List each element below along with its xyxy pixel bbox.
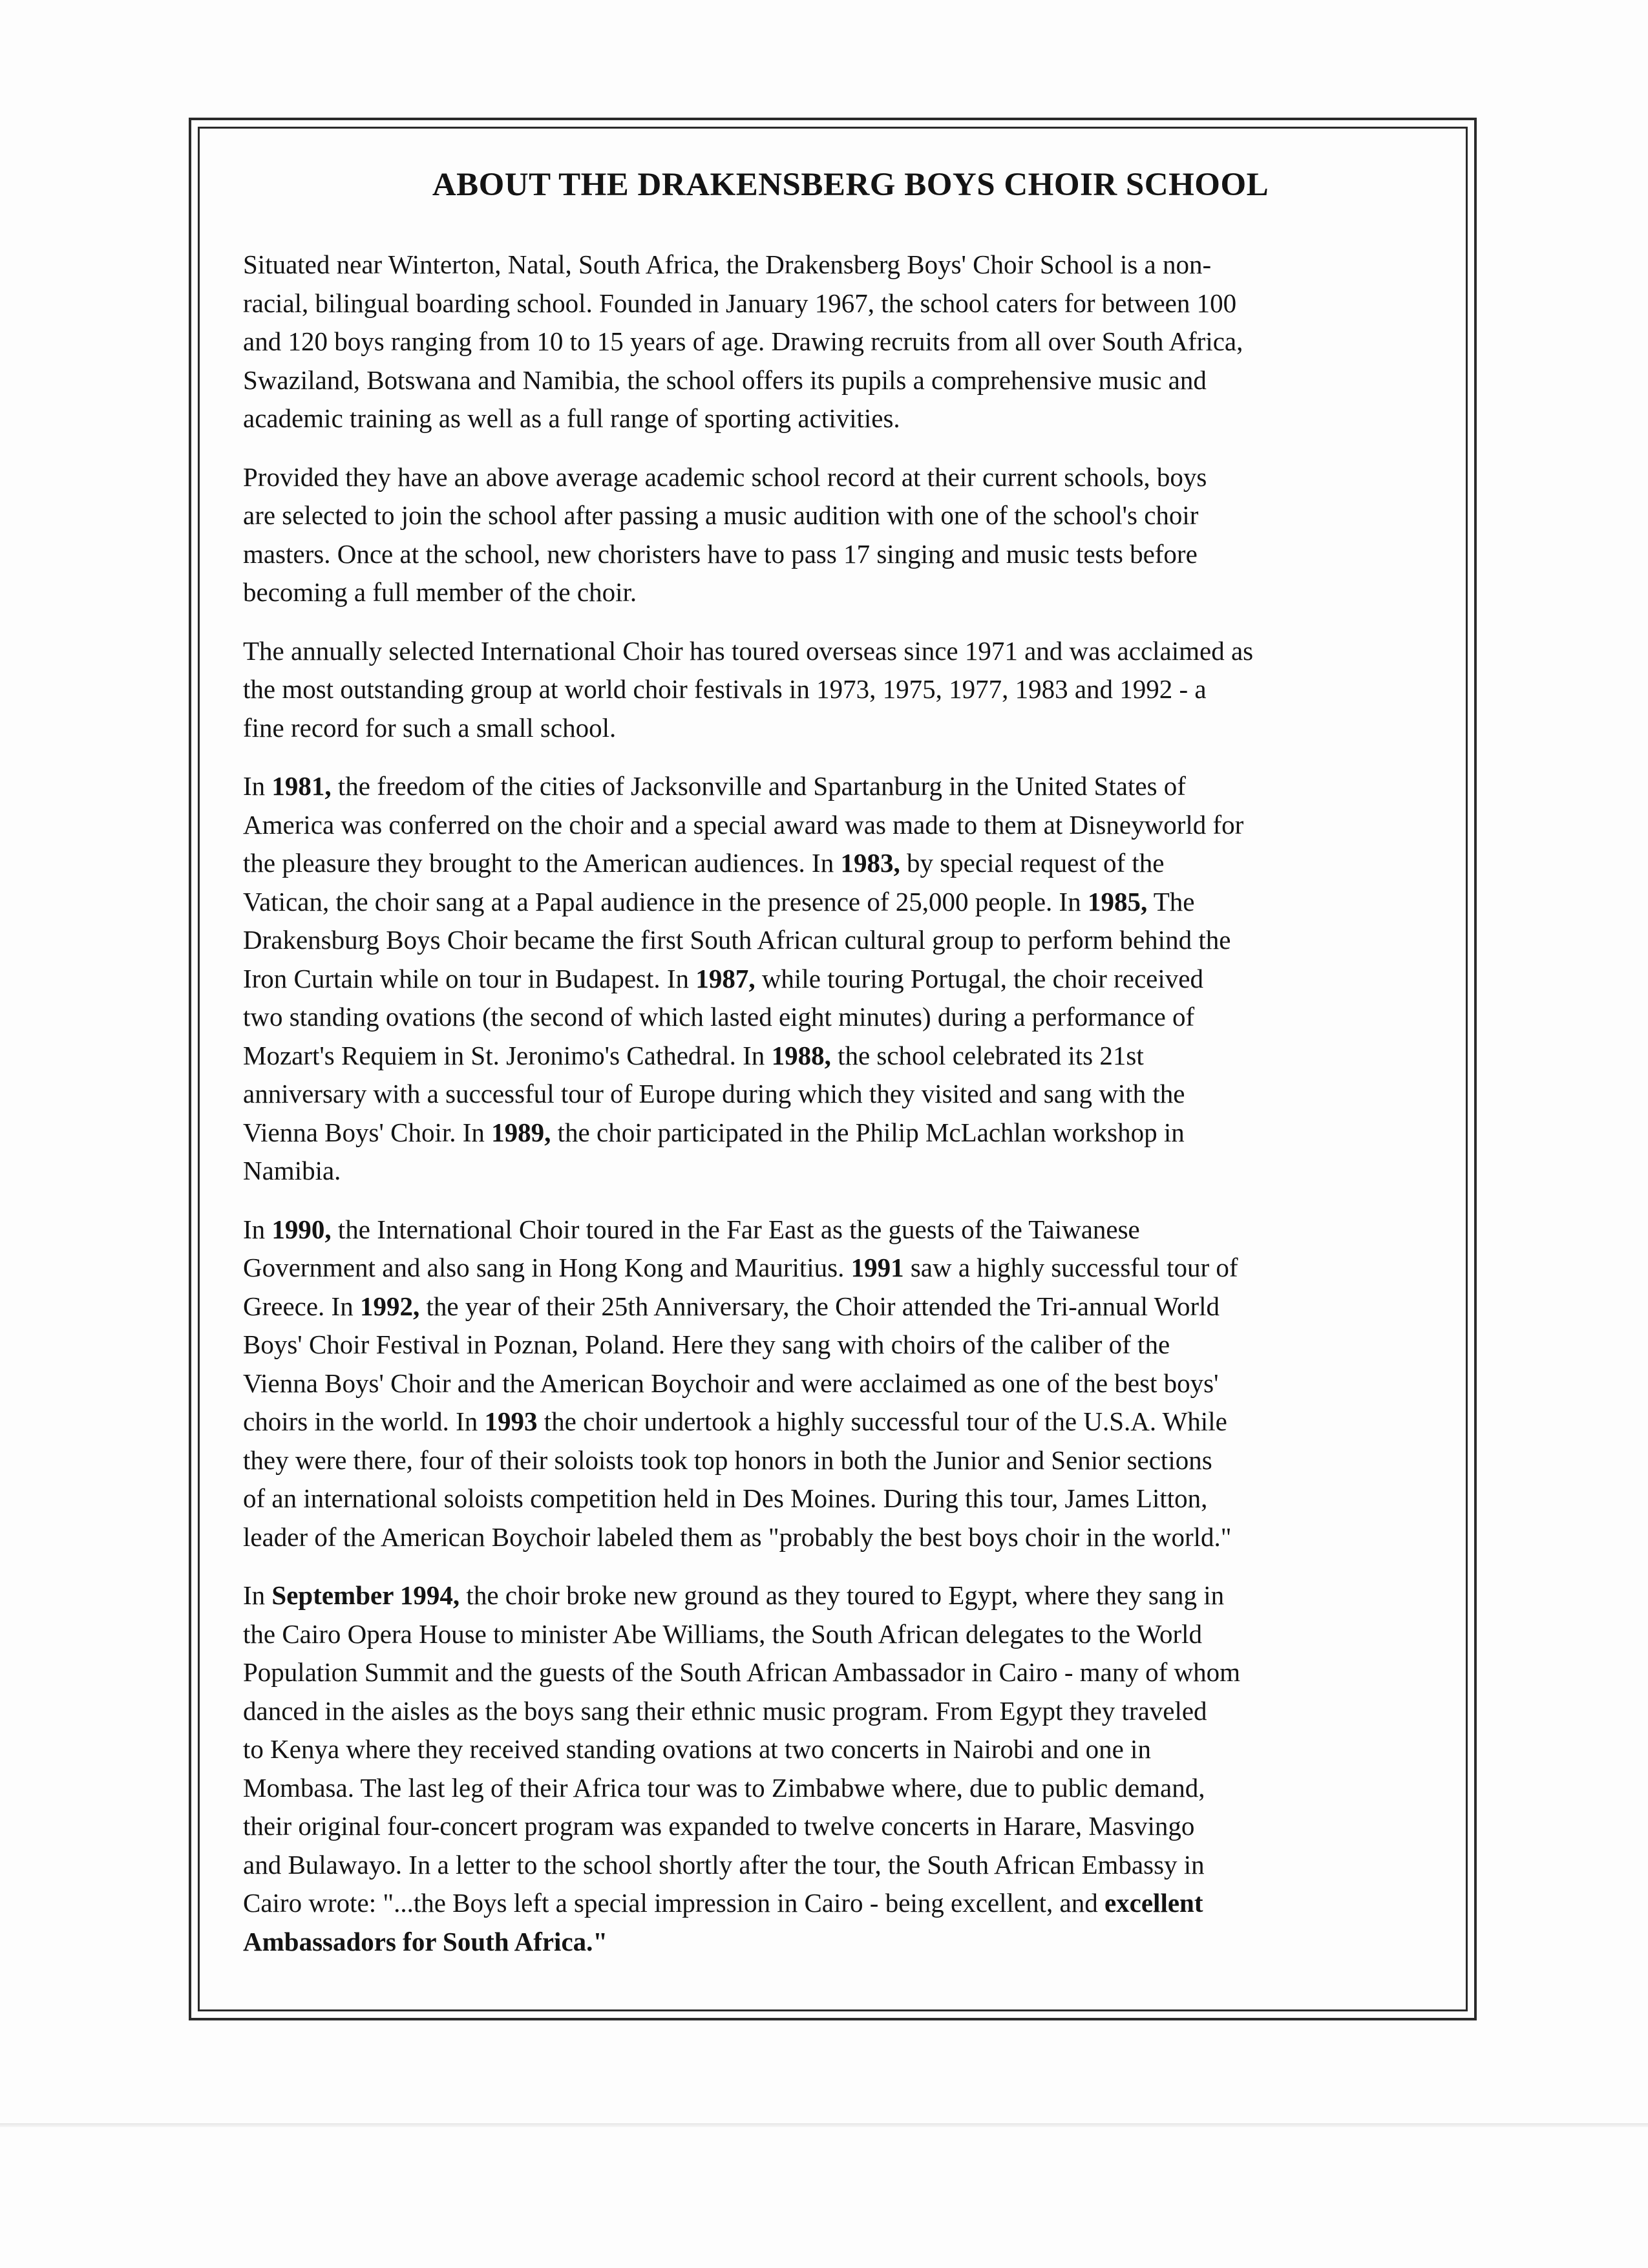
body-paragraph	[243, 632, 1458, 748]
text-run: The	[1147, 886, 1195, 917]
text-line	[243, 1923, 1458, 1962]
text-line	[243, 1152, 1458, 1191]
double-border-frame	[189, 118, 1477, 2020]
text-run: the school celebrated its 21st	[830, 1040, 1144, 1070]
text-run: Mozart's Requiem in St. Jeronimo's Cathedral. In	[243, 1040, 772, 1070]
text-line	[243, 767, 1458, 806]
text-run: of an international soloists competition held in Des Moines. During this tour, James Litton,	[243, 1483, 1208, 1513]
text-run: Iron Curtain while on tour in Budapest. In	[243, 963, 696, 993]
text-run: In	[243, 771, 272, 801]
text-line	[243, 921, 1458, 960]
text-run: the pleasure they brought to the American audiences. In	[243, 848, 841, 878]
emphasized-text: Ambassadors for South Africa."	[243, 1926, 608, 1956]
text-line	[243, 632, 1458, 671]
emphasized-text: 1981,	[271, 771, 332, 801]
text-run: becoming a full member of the choir.	[243, 577, 637, 607]
text-run: their original four-concert program was expanded to twelve concerts in Harare, Masvingo	[243, 1811, 1195, 1841]
text-run: the most outstanding group at world choir festivals in 1973, 1975, 1977, 1983 and 1992 - a	[243, 674, 1207, 704]
text-run: racial, bilingual boarding school. Founded in January 1967, the school caters for between 100	[243, 288, 1237, 318]
text-line	[243, 573, 1458, 612]
text-line	[243, 496, 1458, 535]
emphasized-text: 1989,	[491, 1117, 551, 1147]
emphasized-text: 1991	[850, 1253, 904, 1282]
body-paragraph	[243, 1576, 1458, 1961]
text-line	[243, 709, 1458, 748]
text-run: Boys' Choir Festival in Poznan, Poland. Here they sang with choirs of the caliber of the	[243, 1330, 1170, 1359]
text-run: they were there, four of their soloists took top honors in both the Junior and Senior sections	[243, 1445, 1212, 1475]
text-line	[243, 535, 1458, 574]
text-run: the Cairo Opera House to minister Abe Williams, the South African delegates to the World	[243, 1618, 1203, 1649]
text-line	[243, 1576, 1458, 1615]
text-line	[243, 1364, 1458, 1403]
text-line	[243, 1846, 1458, 1885]
text-run: and Bulawayo. In a letter to the school shortly after the tour, the South African Embassy in	[243, 1849, 1205, 1880]
text-line	[243, 361, 1458, 400]
emphasized-text: September 1994,	[271, 1580, 460, 1610]
text-run: The annually selected International Choir has toured overseas since 1971 and was acclaimed as	[243, 635, 1254, 666]
scan-bed-edge	[0, 2123, 1648, 2127]
text-run: Provided they have an above average academic school record at their current schools, boys	[243, 461, 1207, 492]
text-run: Namibia.	[243, 1156, 341, 1185]
document-body	[243, 165, 1458, 1981]
text-line	[243, 1730, 1458, 1769]
emphasized-text: 1993	[484, 1406, 538, 1436]
emphasized-text: 1985,	[1087, 886, 1148, 917]
text-line	[243, 1884, 1458, 1923]
text-run: Population Summit and the guests of the South African Ambassador in Cairo - many of whom	[243, 1657, 1241, 1687]
text-run: the International Choir toured in the Far East as the guests of the Taiwanese	[331, 1214, 1140, 1244]
text-line	[243, 1692, 1458, 1731]
text-run: the choir broke new ground as they toured to Egypt, where they sang in	[460, 1580, 1225, 1610]
text-run: fine record for such a small school.	[243, 712, 617, 743]
text-line	[243, 883, 1458, 922]
emphasized-text: excellent	[1104, 1888, 1203, 1918]
text-line	[243, 960, 1458, 999]
text-run: the choir undertook a highly successful tour of the U.S.A. While	[537, 1406, 1227, 1436]
text-line	[243, 1037, 1458, 1076]
text-run: choirs in the world. In	[243, 1406, 485, 1436]
text-line	[243, 1211, 1458, 1249]
text-run: Situated near Winterton, Natal, South Africa, the Drakensberg Boys' Choir School is a non-	[243, 249, 1212, 279]
text-run: by special request of the	[900, 848, 1165, 878]
text-line	[243, 1615, 1458, 1654]
text-run: two standing ovations (the second of which lasted eight minutes) during a performance of	[243, 1002, 1195, 1032]
text-line	[243, 1403, 1458, 1441]
text-line	[243, 399, 1458, 438]
emphasized-text: 1990,	[271, 1214, 332, 1244]
text-run: while touring Portugal, the choir received	[755, 963, 1203, 993]
text-line	[243, 1518, 1458, 1557]
emphasized-text: 1987,	[695, 963, 755, 993]
text-run: the freedom of the cities of Jacksonville and Spartanburg in the United States of	[331, 771, 1186, 801]
text-line	[243, 1075, 1458, 1114]
text-line	[243, 1441, 1458, 1480]
text-run: academic training as well as a full range of sporting activities.	[243, 403, 900, 433]
text-line	[243, 1769, 1458, 1808]
text-run: anniversary with a successful tour of Europe during which they visited and sang with the	[243, 1079, 1185, 1108]
text-line	[243, 998, 1458, 1037]
text-run: the year of their 25th Anniversary, the Choir attended the Tri-annual World	[419, 1291, 1220, 1321]
text-line	[243, 806, 1458, 845]
paragraph-list	[243, 246, 1458, 1961]
text-line	[243, 1479, 1458, 1518]
text-run: leader of the American Boychoir labeled them as "probably the best boys choir in the world."	[243, 1521, 1232, 1552]
text-run: In	[243, 1214, 272, 1244]
body-paragraph	[243, 1211, 1458, 1557]
body-paragraph	[243, 246, 1458, 438]
text-run: Government and also sang in Hong Kong and Mauritius.	[243, 1253, 851, 1282]
text-run: are selected to join the school after passing a music audition with one of the school's choir	[243, 500, 1199, 530]
text-line	[243, 323, 1458, 361]
text-line	[243, 670, 1458, 709]
text-run: Vatican, the choir sang at a Papal audience in the presence of 25,000 people. In	[243, 886, 1088, 917]
text-run: saw a highly successful tour of	[903, 1253, 1238, 1282]
emphasized-text: 1988,	[771, 1040, 831, 1070]
text-run: masters. Once at the school, new choristers have to pass 17 singing and music tests before	[243, 538, 1198, 569]
text-line	[243, 246, 1458, 284]
text-line	[243, 1653, 1458, 1692]
text-run: America was conferred on the choir and a special award was made to them at Disneyworld for	[243, 809, 1244, 840]
text-line	[243, 284, 1458, 323]
text-run: Cairo wrote: "...the Boys left a special impression in Cairo - being excellent, and	[243, 1888, 1104, 1918]
text-run: and 120 boys ranging from 10 to 15 years of age. Drawing recruits from all over South Africa,	[243, 326, 1243, 356]
text-run: Vienna Boys' Choir. In	[243, 1117, 492, 1147]
text-line	[243, 1114, 1458, 1152]
text-run: Greece. In	[243, 1291, 360, 1321]
text-run: In	[243, 1580, 272, 1610]
text-run: danced in the aisles as the boys sang their ethnic music program. From Egypt they traveled	[243, 1695, 1207, 1726]
text-line	[243, 844, 1458, 883]
text-run: the choir participated in the Philip McLachlan workshop in	[551, 1117, 1185, 1147]
text-run: to Kenya where they received standing ovations at two concerts in Nairobi and one in	[243, 1734, 1151, 1764]
text-run: Mombasa. The last leg of their Africa tour was to Zimbabwe where, due to public demand,	[243, 1772, 1205, 1803]
text-run: Swaziland, Botswana and Namibia, the school offers its pupils a comprehensive music and	[243, 365, 1207, 395]
text-line	[243, 1807, 1458, 1846]
text-line	[243, 1288, 1458, 1326]
body-paragraph	[243, 767, 1458, 1191]
text-run: Vienna Boys' Choir and the American Boychoir and were acclaimed as one of the best boys'	[243, 1368, 1219, 1398]
document-title: ABOUT THE DRAKENSBERG BOYS CHOIR SCHOOL	[432, 167, 1269, 203]
text-line	[243, 1249, 1458, 1288]
emphasized-text: 1992,	[359, 1291, 420, 1321]
emphasized-text: 1983,	[840, 848, 900, 878]
text-line	[243, 1326, 1458, 1364]
text-run: Drakensburg Boys Choir became the first South African cultural group to perform behind the	[243, 925, 1231, 955]
body-paragraph	[243, 458, 1458, 612]
text-line	[243, 458, 1458, 497]
